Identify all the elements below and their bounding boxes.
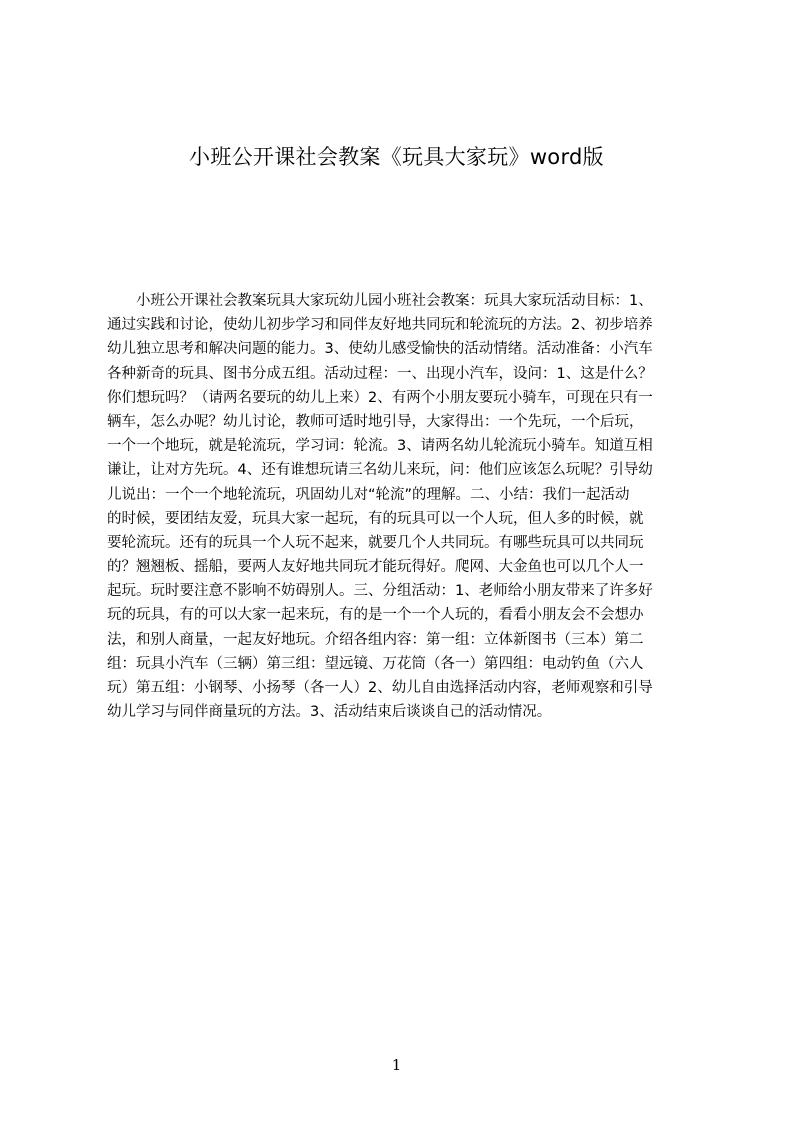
document-body [107,289,700,779]
body-line: 通过实践和讨论，使幼儿初步学习和同伴友好地共同玩和轮流玩的方法。2、初步培养 [107,317,653,334]
body-line: 玩的玩具，有的可以大家一起来玩，有的是一个一个人玩的，看看小朋友会不会想办 [107,607,644,624]
body-line: 的时候，要团结友爱，玩具大家一起玩，有的玩具可以一个人玩，但人多的时候，就 [107,510,644,527]
body-paragraph [107,289,700,724]
body-line: 要轮流玩。还有的玩具一个人玩不起来，就要几个人共同玩。有哪些玩具可以共同玩 [107,534,644,551]
body-line: 一个一个地玩，就是轮流玩，学习词：轮流。3、请两名幼儿轮流玩小骑车。知道互相 [107,438,653,455]
page-number: 1 [391,1056,402,1074]
body-line: 辆车，怎么办呢？幼儿讨论，教师可适时地引导，大家得出：一个先玩，一个后玩， [107,413,644,430]
body-line: 谦让，让对方先玩。4、还有谁想玩请三名幼儿来玩，问：他们应该怎么玩呢？引导幼 [107,462,653,479]
body-line: 小班公开课社会教案玩具大家玩幼儿园小班社会教案：玩具大家玩活动目标：1、 [107,293,653,309]
body-line: 幼儿独立思考和解决问题的能力。3、使幼儿感受愉快的活动情绪。活动准备：小汽车 [107,341,653,358]
body-line: 玩）第五组：小钢琴、小扬琴（各一人）2、幼儿自由选择活动内容，老师观察和引导 [107,680,653,696]
body-line: 的？翘翘板、摇船，要两人友好地共同玩才能玩得好。爬网、大金鱼也可以几个人一 [107,559,644,576]
body-line: 幼儿学习与同伴商量玩的方法。3、活动结束后谈谈自己的活动情况。 [107,704,552,721]
body-line: 儿说出：一个一个地轮流玩，巩固幼儿对“轮流”的理解。二、小结：我们一起活动 [107,486,630,503]
body-line: 起玩。玩时要注意不影响不妨碍别人。三、分组活动：1、老师给小朋友带来了许多好 [107,583,653,600]
body-line: 各种新奇的玩具、图书分成五组。活动过程：一、出现小汽车，设问：1、这是什么？ [107,365,653,382]
body-line: 你们想玩吗？（请两名要玩的幼儿上来）2、有两个小朋友要玩小骑车，可现在只有一 [107,389,653,406]
body-line: 组：玩具小汽车（三辆）第三组：望远镜、万花筒（各一）第四组：电动钓鱼（六人 [107,655,644,672]
body-line: 法，和别人商量，一起友好地玩。介绍各组内容：第一组：立体新图书（三本）第二 [107,631,644,648]
page-title: 小班公开课社会教案《玩具大家玩》word版 [189,145,604,169]
